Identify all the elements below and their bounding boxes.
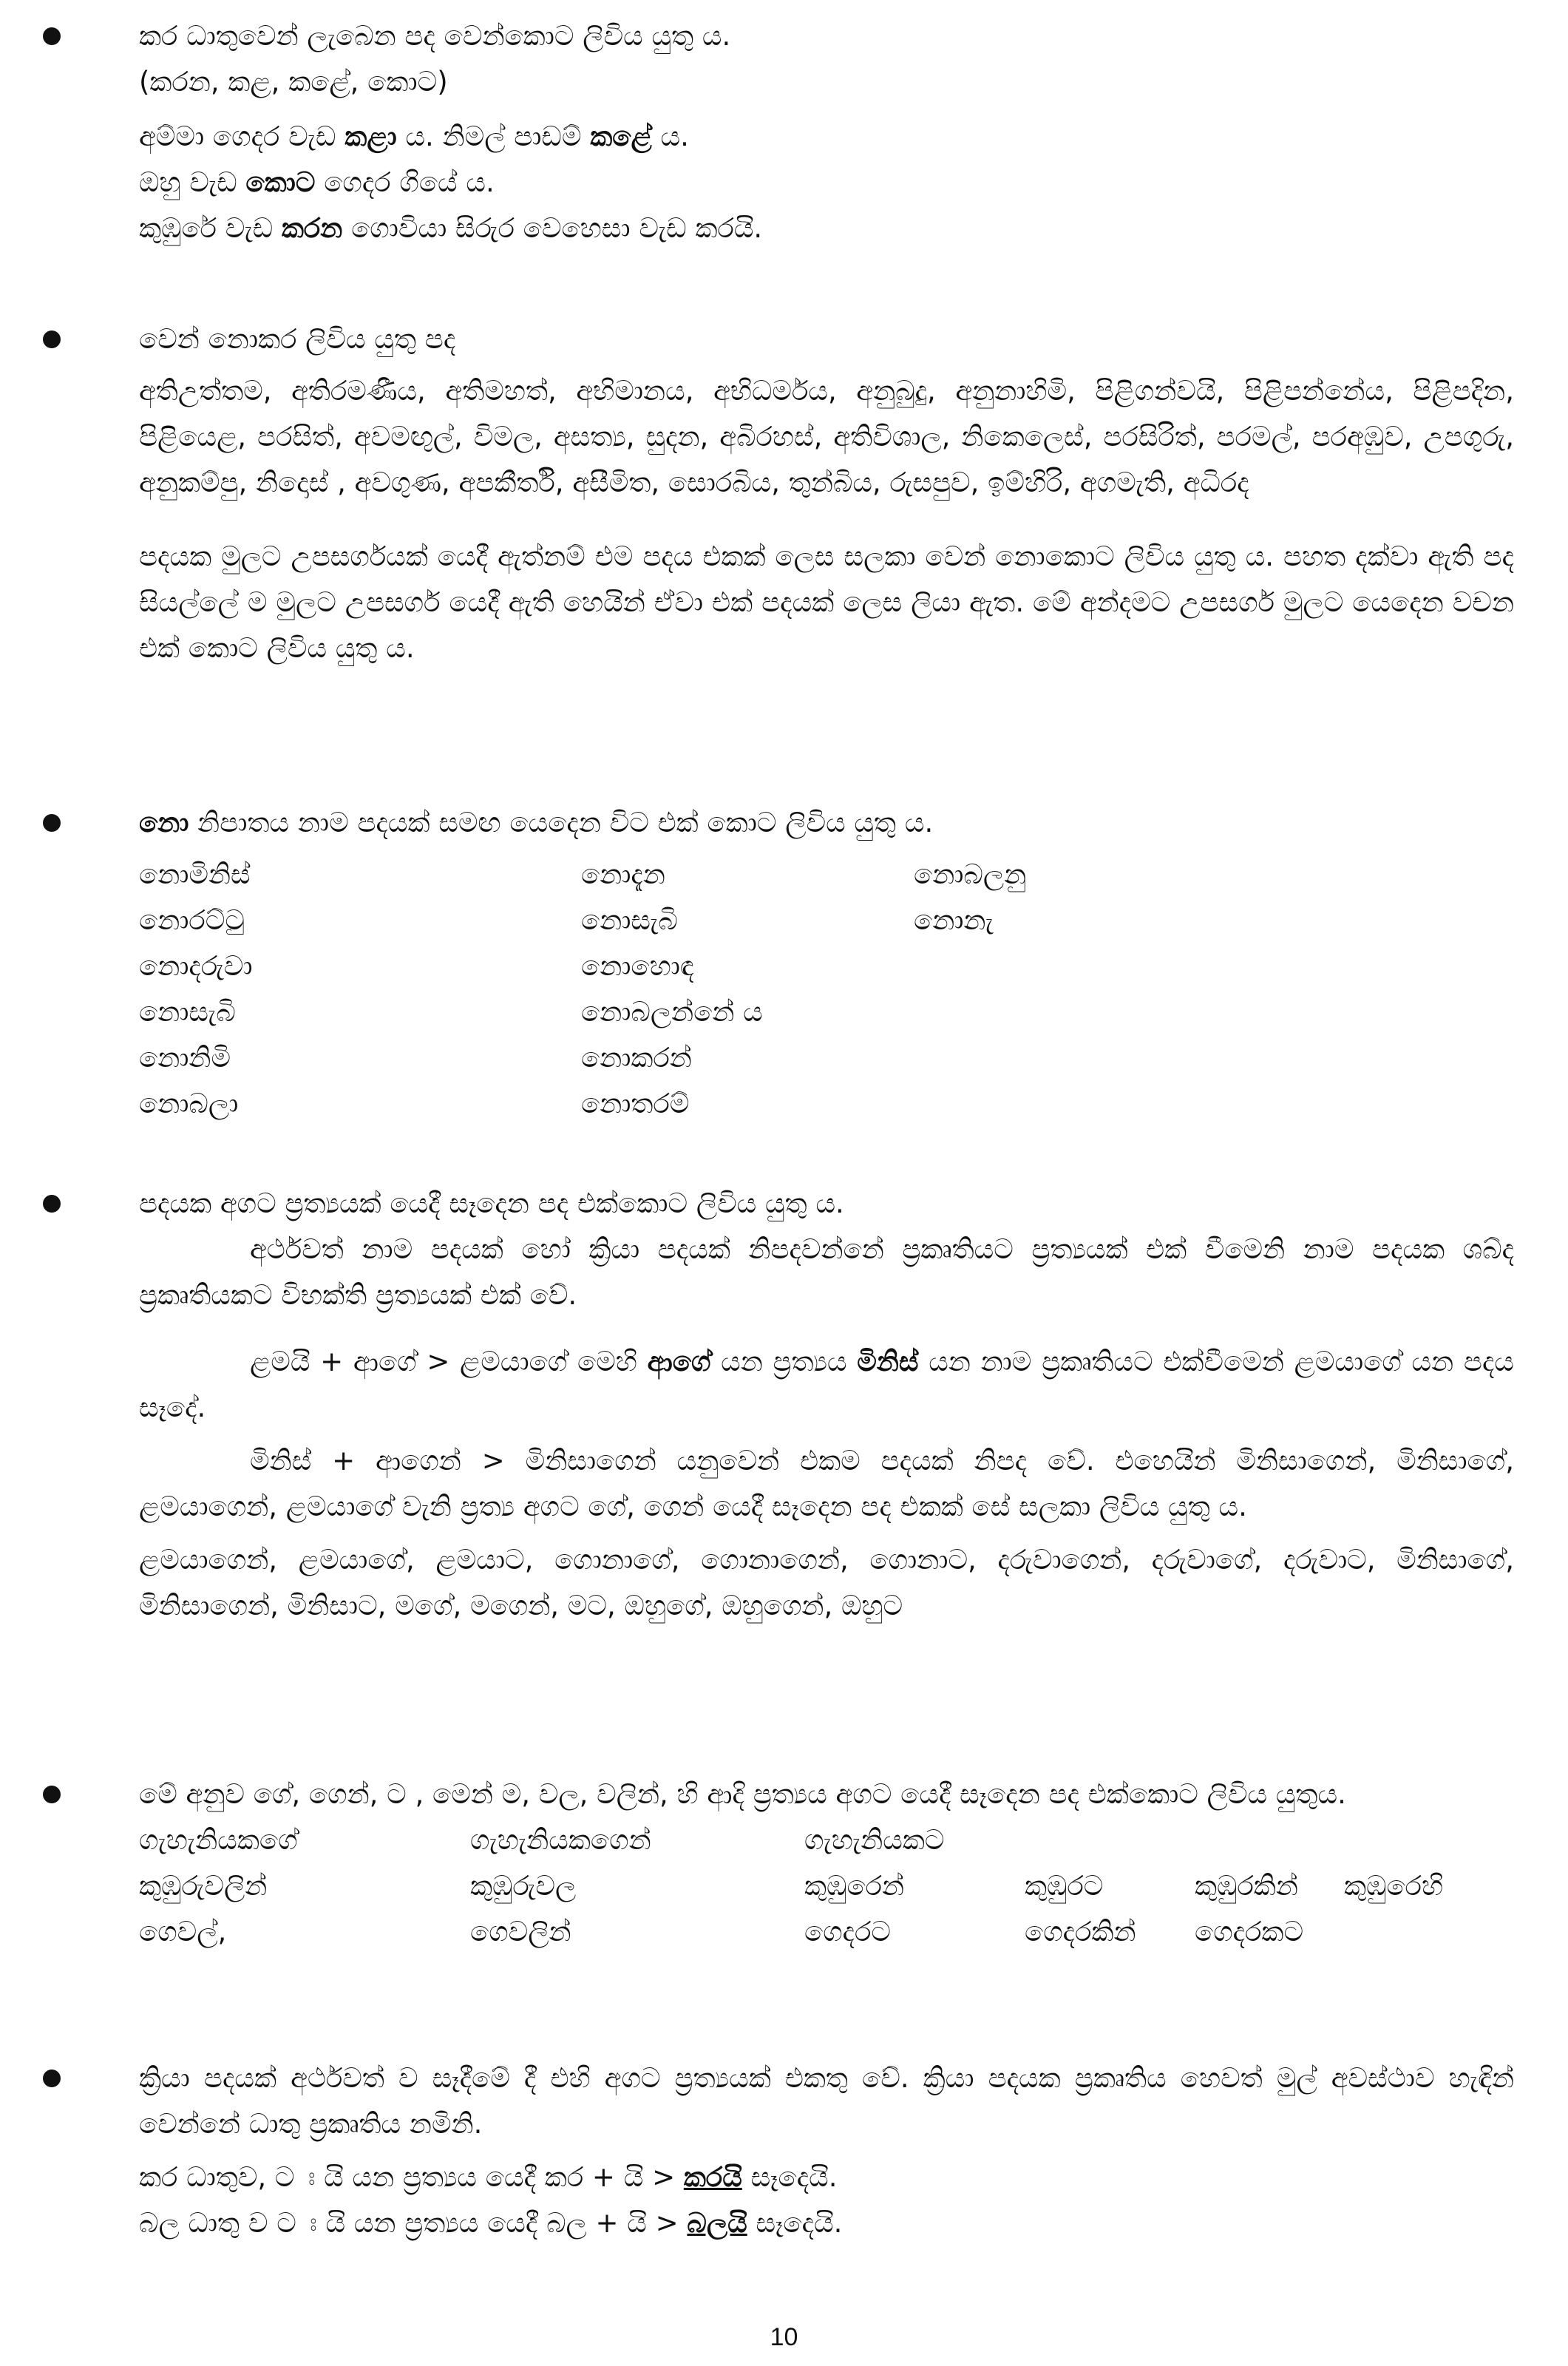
section-3: [139, 800, 1514, 1127]
word-item: කුඹුරුවල: [470, 1870, 577, 1902]
word-item: නොදරුවා: [139, 950, 253, 982]
word-item: ගෙදරකින්: [1025, 1916, 1136, 1948]
word-item: නොකරන්: [581, 1042, 692, 1074]
section-3-heading: නො නිපාතය නාම පදයක් සමඟ යෙදෙන විට එක් කොට ලිවිය යුතු ය.: [139, 807, 934, 838]
word-column-2: [581, 852, 763, 1127]
word-item: ගැහැනියකගේ: [139, 1824, 298, 1856]
bullet-icon: [43, 331, 61, 348]
word-item: නොබලා: [139, 1088, 239, 1119]
word-item: කුඹුරෙහි: [1344, 1870, 1444, 1902]
section-2-heading: වෙන් නොකර ලිවිය යුතු පද: [139, 323, 456, 355]
word-item: නොබලනු: [914, 858, 1027, 890]
example-line: බල ධාතු ව ට ඃ යි යන ප්‍රත්‍යය යෙදී බල + යි > බලයි සෑදෙයි.: [139, 2207, 843, 2239]
word-item: ගෙදරට: [804, 1916, 892, 1948]
bullet-icon: [43, 1786, 61, 1803]
word-item: ගෙදරකට: [1195, 1916, 1304, 1948]
example-line: කර ධාතුව, ට ඃ යි යන ප්‍රත්‍යය යෙදී කර + යි > කරයි සෑදෙයි.: [139, 2161, 838, 2193]
word-item: නොරට්ටු: [139, 904, 245, 936]
word-table: [139, 852, 1514, 1127]
page-number: 10: [770, 2323, 798, 2351]
word-item: නොහොඳ: [581, 950, 694, 982]
section-1: [139, 13, 1514, 251]
word-row: [139, 1909, 1514, 1955]
example-line: ඔහු වැඩ කොට ගෙදර ගියේ ය.: [139, 166, 495, 198]
example-line: අම්මා ගෙදර වැඩ කළා ය. නිමල් පාඩම් කළේ ය.: [139, 121, 689, 152]
word-column-3: [914, 852, 1026, 943]
word-item: කුඹුරකින්: [1195, 1870, 1298, 1902]
word-row: [139, 1817, 1514, 1863]
word-item: ගෙවලින්: [470, 1916, 571, 1948]
word-item: නොනැ: [914, 904, 994, 936]
word-row: [139, 1863, 1514, 1909]
word-item: කුඹුරට: [1025, 1870, 1104, 1902]
bullet-icon: [43, 814, 61, 832]
word-list: ළමයාගෙන්, ළමයාගේ, ළමයාට, ගොනාගේ, ගොනාගෙන්, ගොනාට, දරුවාගෙන්, දරුවාගේ, දරුවාට, මිනිසාගේ, මිනිසාගෙන්, මිනිසාට, මගේ, මගෙන්, මට, ඔහුගේ, ඔහුගෙන්, ඔහුට: [139, 1544, 1514, 1621]
word-item: නොදැන: [581, 858, 665, 890]
example-line: කුඹුරේ වැඩ කරන ගොවියා සිරුර වෙහෙසා වැඩ කරයි.: [139, 212, 763, 244]
section-4-heading: පදයක අගට ප්‍රත්‍යයක් යෙදී සෑදෙන පද එක්කොට ලිවිය යුතු ය.: [139, 1187, 844, 1219]
bullet-icon: [43, 27, 61, 45]
bullet-icon: [43, 1195, 61, 1213]
word-item: කුඹුරෙන්: [804, 1870, 905, 1902]
word-column-1: [139, 852, 253, 1127]
word-item: ගැහැනියකට: [804, 1824, 945, 1856]
section-1-sub: (කරන, කළ, කළේ, කොට): [139, 66, 448, 98]
section-2: [139, 316, 1514, 671]
example-paragraph: මිනිස් + ආගෙන් > මිනිසාගෙන් යනුවෙන් එකම පදයක් නිපද වේ. එහෙයින් මිනිසාගෙන්, මිනිසාගේ, ළමයාගෙන්, ළමයාගේ වැනි ප්‍රත්‍ය අගට ගේ, ගෙන් යෙදී සෑදෙන පද එකක් සේ සලකා ලිවිය යුතු ය.: [139, 1445, 1514, 1522]
word-item: නොතරම්: [581, 1088, 690, 1119]
section-6: [139, 2055, 1514, 2246]
example-paragraph: ළමයි + ආගේ > ළමයාගේ මෙහි ආගේ යන ප්‍රත්‍යය මිනිස් යන නාම ප්‍රකෘතියට එක්වීමෙන් ළමයාගේ යන පදය සෑදේ.: [139, 1346, 1514, 1423]
word-item: ගෙවල්,: [139, 1916, 227, 1948]
word-item: නොබලන්නේ ය: [581, 996, 763, 1028]
section-1-heading: කර ධාතුවෙන් ලැබෙන පද වෙන්කොට ලිවිය යුතු ය.: [139, 20, 731, 52]
paragraph: අර්ථවත් නාම පදයක් හෝ ක්‍රියා පදයක් නිපදවන්නේ ප්‍රකෘතියට ප්‍රත්‍යයක් එක් වීමෙනි නාම පදයක ශබ්ද ප්‍රකෘතියකට විභක්ති ප්‍රත්‍යයක් එක් වේ.: [139, 1233, 1514, 1311]
word-item: නොමිනිස්: [139, 858, 251, 890]
word-list: අතිඋත්තම, අතිරමණීය, අතිමහත්, අභිමානය, අභිධර්මය, අනුබුදු, අනුනාහිමි, පිළිගන්වයි, පිළිපන්නේය, පිළිපදින, පිළියෙළ, පරසිත්, අවමඟුල්, විමල, අසත්‍ය, සුදන, අබිරහස්, අතිවිශාල, නිකෙලෙස්, පරසිරිත්, පරමල්, පරඅඹුව, උපගුරු, අනුකම්පු, නිදොස් , අවගුණ, අපකීර්ති, අසීමිත, සොරබිය, තුන්බිය, රුසපුව, ඉම්හිරි, අගමැති, අධිරද: [139, 375, 1514, 498]
bullet-icon: [43, 2070, 61, 2087]
word-item: නොනිමි: [139, 1042, 231, 1074]
word-item: කුඹුරුවලින්: [139, 1870, 268, 1902]
word-table: [139, 1817, 1514, 1955]
section-5-heading: මේ අනුව ගේ, ගෙන්, ට , මෙන් ම, වල, වලින්, හි ආදි ප්‍රත්‍යය අගට යෙදී සෑදෙන පද එක්කොට ලිවිය යුතුය.: [139, 1778, 1346, 1810]
word-item: නොසැබි: [581, 904, 678, 936]
word-item: නොසැබි: [139, 996, 236, 1028]
word-item: ගැහැනියකගෙන්: [470, 1824, 651, 1856]
section-5: [139, 1772, 1514, 1955]
section-4: [139, 1181, 1514, 1629]
explanation-paragraph: පදයක මුලට උපසර්ගයක් යෙදී ඇත්නම් එම පදය එකක් ලෙස සලකා වෙන් නොකොට ලිවිය යුතු ය. පහත දක්වා ඇති පද සියල්ලේ ම මුලට උපසර්ග යෙදී ඇති හෙයින් ඒවා එක් පදයක් ලෙස ලියා ඇත. මේ අන්දමට උපසර්ග මුලට යෙදෙන වචන එක් කොට ලිවිය යුතු ය.: [139, 540, 1514, 664]
paragraph: ක්‍රියා පදයක් අර්ථවත් ව සෑදීමේ දී එහි අගට ප්‍රත්‍යයක් එකතු වේ. ක්‍රියා පදයක ප්‍රකෘතිය හෙවත් මුල් අවස්ථාව හැඳින් වෙන්නේ ධාතු ප්‍රකෘතිය නමිනි.: [139, 2062, 1514, 2140]
